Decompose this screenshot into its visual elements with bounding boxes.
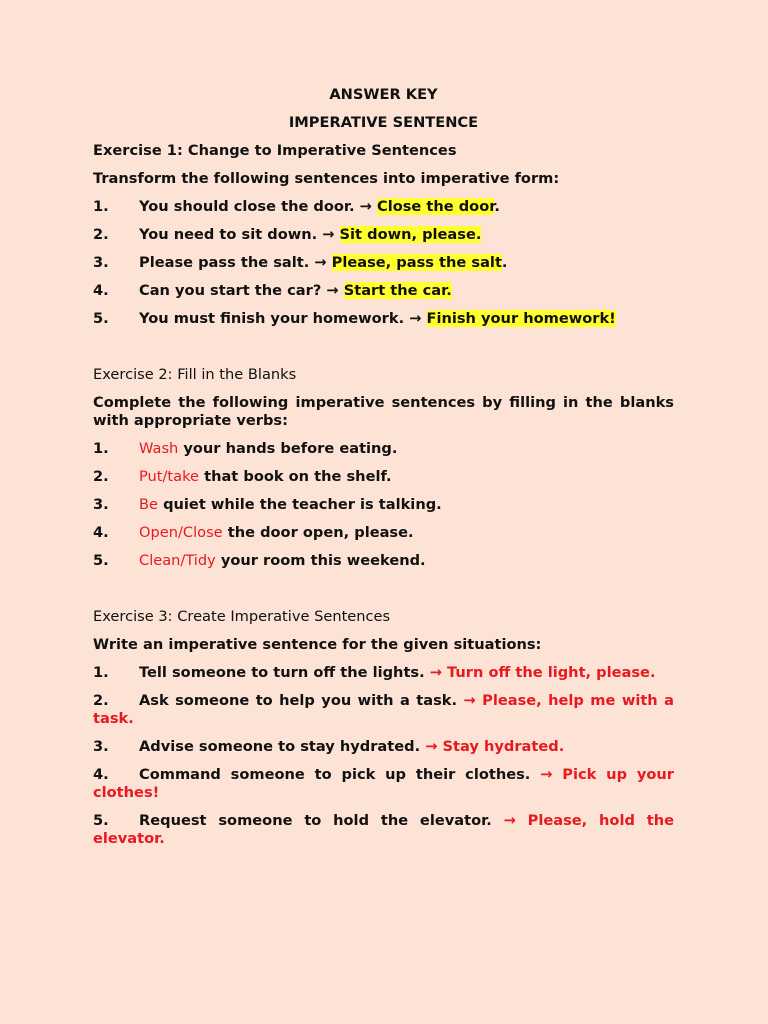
item-number: 3.: [93, 496, 109, 513]
exercise1-item: [93, 310, 674, 328]
item-answer: Start the car.: [343, 282, 452, 299]
item-answer: → Turn off the light, please.: [429, 664, 656, 681]
exercise3-item: [93, 766, 674, 802]
item-answer: Clean/Tidy: [139, 552, 216, 569]
item-prompt: You need to sit down. →: [139, 226, 340, 243]
item-answer: → Please, help me with a task.: [93, 692, 674, 727]
exercise3-item: [93, 664, 674, 682]
item-rest: that book on the shelf.: [199, 468, 392, 485]
item-prompt: Can you start the car? →: [139, 282, 344, 299]
item-number: 2.: [93, 692, 109, 709]
item-answer: → Stay hydrated.: [425, 738, 565, 755]
exercise2-heading: Exercise 2: Fill in the Blanks: [93, 366, 297, 383]
item-tail: .: [501, 254, 508, 271]
item-number: 1.: [93, 664, 109, 681]
exercise2-item: [93, 496, 674, 514]
item-prompt: You should close the door. →: [139, 198, 377, 215]
item-prompt: Advise someone to stay hydrated.: [139, 738, 426, 755]
item-rest: the door open, please.: [222, 524, 414, 541]
item-prompt: You must finish your homework. →: [139, 310, 427, 327]
item-number: 1.: [93, 198, 109, 215]
document-subtitle: IMPERATIVE SENTENCE: [288, 114, 479, 131]
exercise1-item: [93, 282, 674, 300]
item-prompt: Ask someone to help you with a task.: [139, 692, 464, 709]
exercise2-item: [93, 440, 674, 458]
item-answer: Close the door: [376, 198, 495, 215]
item-prompt: Tell someone to turn off the lights.: [139, 664, 430, 681]
exercise1-item: [93, 226, 674, 244]
exercise2-item: [93, 524, 674, 542]
item-number: 4.: [93, 766, 109, 783]
item-rest: your hands before eating.: [178, 440, 398, 457]
exercise3-item: [93, 692, 674, 728]
exercise3-instruction: Write an imperative sentence for the given situations:: [93, 636, 542, 653]
item-answer: Put/take: [139, 468, 200, 485]
item-number: 3.: [93, 254, 109, 271]
exercise3-heading: Exercise 3: Create Imperative Sentences: [93, 608, 391, 625]
item-number: 2.: [93, 226, 109, 243]
exercise1-item: [93, 198, 674, 216]
item-number: 5.: [93, 812, 109, 829]
item-number: 4.: [93, 524, 109, 541]
item-rest: your room this weekend.: [215, 552, 426, 569]
item-number: 3.: [93, 738, 109, 755]
item-tail: .: [494, 198, 500, 215]
item-answer: → Please, hold the elevator.: [93, 812, 674, 847]
exercise1-item: [93, 254, 674, 272]
item-number: 2.: [93, 468, 109, 485]
exercise1-heading: Exercise 1: Change to Imperative Sentences: [93, 142, 457, 159]
exercise3-item: [93, 738, 674, 756]
document-title: ANSWER KEY: [329, 86, 438, 103]
item-prompt: Request someone to hold the elevator.: [139, 812, 504, 829]
item-number: 4.: [93, 282, 109, 299]
item-number: 5.: [93, 310, 109, 327]
item-answer: Wash: [139, 440, 179, 457]
exercise3-item: [93, 812, 674, 848]
item-prompt: Command someone to pick up their clothes.: [139, 766, 541, 783]
item-number: 5.: [93, 552, 109, 569]
exercise1-instruction: Transform the following sentences into imperative form:: [93, 170, 560, 187]
item-answer: Open/Close: [139, 524, 223, 541]
exercise2-item: [93, 552, 674, 570]
item-prompt: Please pass the salt. →: [139, 254, 332, 271]
exercise2-item: [93, 468, 674, 486]
exercise2-instruction: Complete the following imperative sentences by filling in the blanks with appropriate verbs:: [93, 394, 674, 429]
item-answer: Be: [139, 496, 158, 513]
item-answer: Finish your homework!: [426, 310, 616, 327]
item-answer: Sit down, please.: [339, 226, 482, 243]
item-answer: Please, pass the salt: [331, 254, 502, 271]
item-number: 1.: [93, 440, 109, 457]
item-answer: → Pick up your clothes!: [93, 766, 674, 801]
item-rest: quiet while the teacher is talking.: [158, 496, 442, 513]
